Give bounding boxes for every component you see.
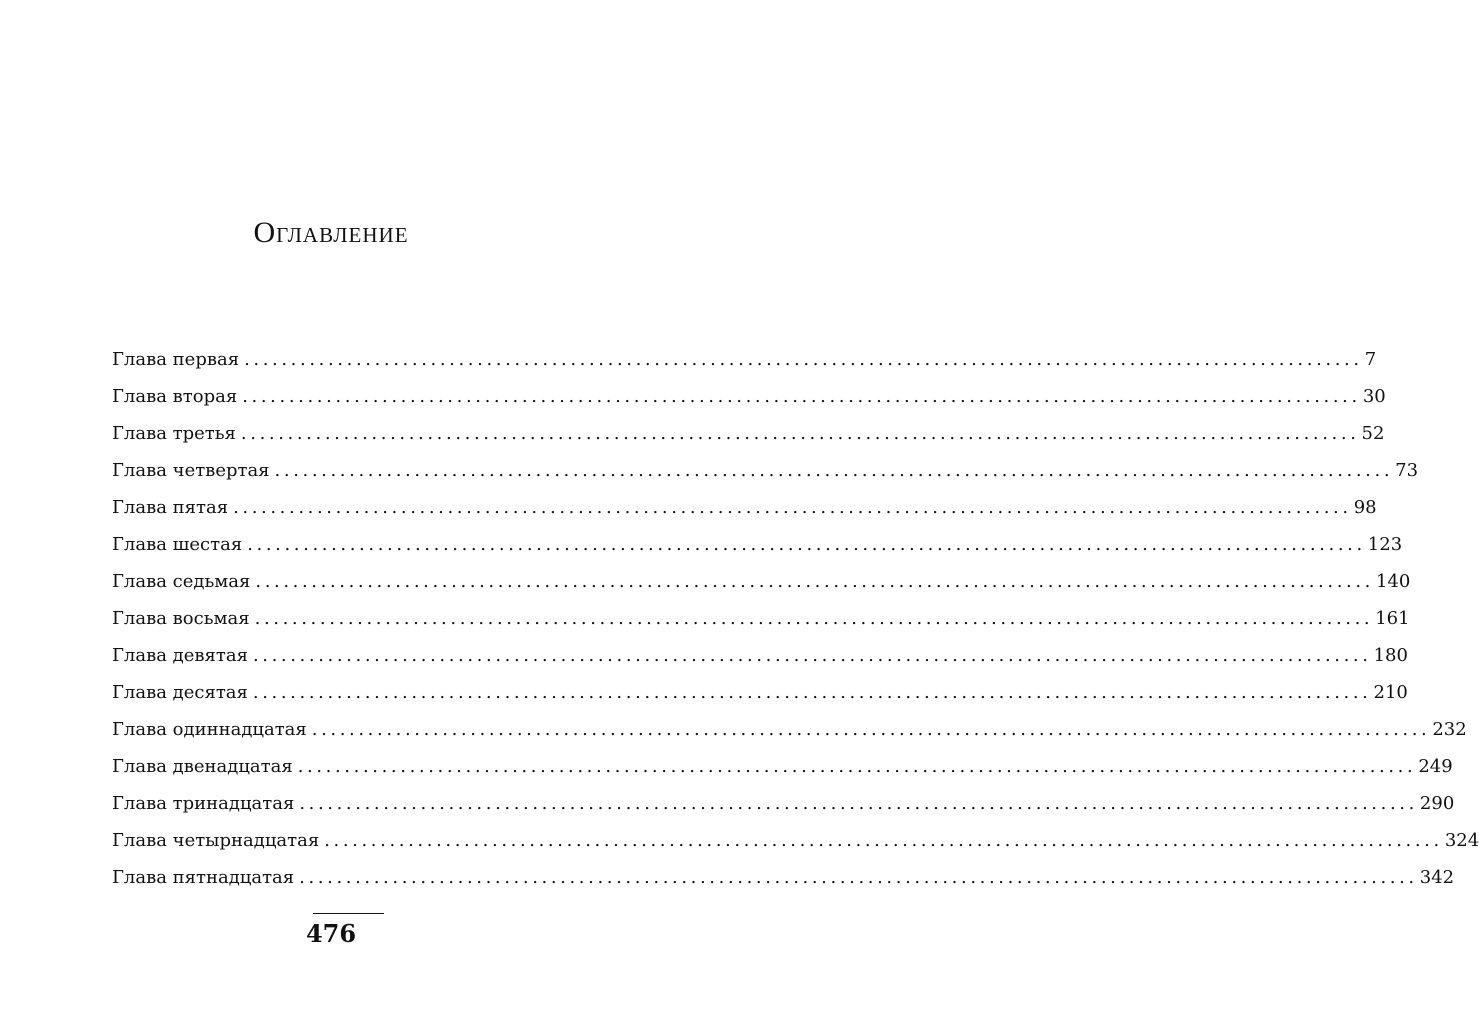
- toc-entry[interactable]: [112, 452, 1419, 489]
- toc-entry[interactable]: [112, 674, 1408, 711]
- dot-leader: ........................................................................................................................: [299, 867, 1418, 888]
- toc-entry[interactable]: [112, 378, 1386, 415]
- toc-entry-title: Глава вторая: [112, 386, 238, 407]
- toc-entry-page: 161: [1375, 608, 1410, 629]
- toc-entry-title: Глава восьмая: [112, 608, 250, 629]
- table-of-contents: [112, 341, 1479, 896]
- toc-entry-title: Глава десятая: [112, 682, 248, 703]
- toc-entry[interactable]: [112, 341, 1377, 378]
- toc-entry-page: 52: [1361, 423, 1385, 444]
- dot-leader: ........................................................................................................................: [252, 682, 1372, 703]
- dot-leader: ........................................................................................................................: [244, 349, 1363, 370]
- toc-entry-page: 7: [1364, 349, 1377, 370]
- toc-entry-page: 324: [1444, 830, 1479, 851]
- toc-entry-title: Глава пятнадцатая: [112, 867, 295, 888]
- toc-entry[interactable]: [112, 637, 1408, 674]
- toc-entry-title: Глава двенадцатая: [112, 756, 293, 777]
- toc-entry[interactable]: [112, 785, 1455, 822]
- toc-entry-page: 73: [1395, 460, 1419, 481]
- dot-leader: ........................................................................................................................: [274, 460, 1394, 481]
- toc-entry-page: 140: [1375, 571, 1411, 592]
- toc-entry[interactable]: [112, 822, 1479, 859]
- toc-entry-page: 232: [1432, 719, 1467, 740]
- toc-entry[interactable]: [112, 489, 1377, 526]
- dot-leader: ........................................................................................................................: [324, 830, 1443, 851]
- toc-entry[interactable]: [112, 526, 1403, 563]
- toc-entry[interactable]: [112, 711, 1467, 748]
- toc-entry-title: Глава шестая: [112, 534, 243, 555]
- folio-rule: [313, 913, 384, 914]
- dot-leader: ........................................................................................................................: [255, 571, 1374, 592]
- page-number: 476: [305, 919, 357, 948]
- toc-entry-title: Глава девятая: [112, 645, 248, 666]
- toc-entry[interactable]: [112, 859, 1455, 896]
- toc-entry[interactable]: [112, 563, 1411, 600]
- toc-entry-page: 210: [1373, 682, 1408, 703]
- toc-entry-page: 342: [1419, 867, 1455, 888]
- dot-leader: ........................................................................................................................: [297, 756, 1417, 777]
- toc-entry-title: Глава пятая: [112, 497, 229, 518]
- dot-leader: ........................................................................................................................: [299, 793, 1418, 814]
- toc-entry-page: 98: [1353, 497, 1377, 518]
- toc-entry-title: Глава тринадцатая: [112, 793, 295, 814]
- toc-entry-title: Глава четвертая: [112, 460, 270, 481]
- toc-entry-page: 123: [1367, 534, 1403, 555]
- toc-entry[interactable]: [112, 748, 1453, 785]
- dot-leader: ........................................................................................................................: [240, 423, 1360, 444]
- toc-entry-title: Глава четырнадцатая: [112, 830, 320, 851]
- page-title: Оглавление: [253, 216, 409, 249]
- dot-leader: ........................................................................................................................: [247, 534, 1366, 555]
- dot-leader: ........................................................................................................................: [233, 497, 1352, 518]
- toc-entry-page: 290: [1419, 793, 1455, 814]
- toc-entry-title: Глава первая: [112, 349, 240, 370]
- toc-entry-title: Глава седьмая: [112, 571, 251, 592]
- dot-leader: ........................................................................................................................: [311, 719, 1431, 740]
- toc-entry-title: Глава одиннадцатая: [112, 719, 307, 740]
- toc-entry[interactable]: [112, 415, 1385, 452]
- dot-leader: ........................................................................................................................: [254, 608, 1374, 629]
- toc-entry-page: 249: [1418, 756, 1453, 777]
- toc-entry-page: 180: [1373, 645, 1408, 666]
- dot-leader: ........................................................................................................................: [252, 645, 1372, 666]
- toc-entry-title: Глава третья: [112, 423, 236, 444]
- toc-entry[interactable]: [112, 600, 1410, 637]
- dot-leader: ........................................................................................................................: [242, 386, 1361, 407]
- toc-entry-page: 30: [1362, 386, 1386, 407]
